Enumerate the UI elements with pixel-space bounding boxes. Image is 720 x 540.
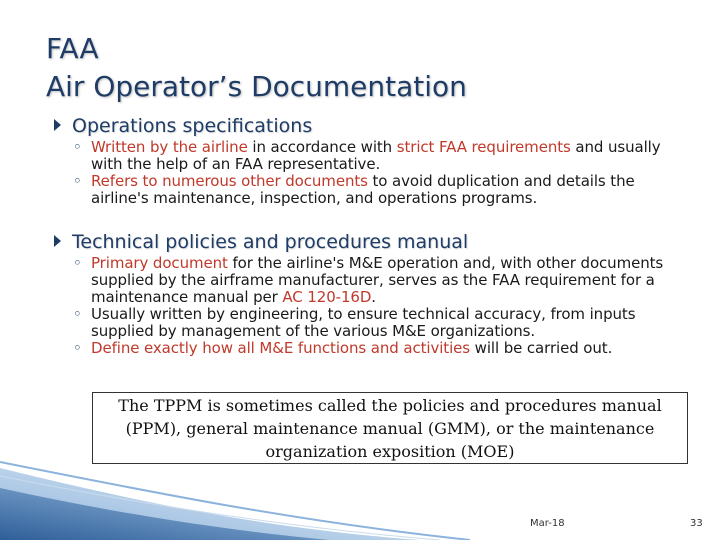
- body-text: will be carried out.: [469, 339, 613, 357]
- section-title: Technical policies and procedures manual: [72, 231, 469, 253]
- sub-bullet-item: [72, 255, 692, 306]
- highlighted-text: Refers to numerous other documents: [91, 172, 368, 190]
- highlighted-text: Define exactly how all M&E functions and activities: [91, 339, 470, 357]
- body-text: and usually with the help of an FAA representative.: [91, 138, 661, 173]
- section-title: Operations specifications: [72, 115, 313, 137]
- highlighted-text: AC 120-16D: [282, 288, 372, 306]
- footer-date: Mar-18: [530, 518, 565, 529]
- body-text: in accordance with: [247, 138, 397, 156]
- slide-content: [52, 115, 692, 357]
- body-text: to avoid duplication and details the airline's maintenance, inspection, and operations programs.: [91, 172, 635, 207]
- sub-bullet-item: [72, 139, 692, 173]
- section-technical-policies: [52, 231, 692, 357]
- slide-title: [46, 30, 467, 106]
- hollow-circle-bullet-icon: ◦: [73, 339, 82, 357]
- body-text: Usually written by engineering, to ensure technical accuracy, from inputs supplied by management of the various M&E organizations.: [91, 305, 636, 340]
- callout-box: The TPPM is sometimes called the policies and procedures manual (PPM), general maintenance manual (GMM), or the maintenance organization exposition (MOE): [92, 392, 688, 464]
- body-text: .: [371, 288, 376, 306]
- title-line-1: FAA: [46, 32, 99, 65]
- highlighted-text: Primary document: [91, 254, 228, 272]
- sub-bullet-item: [72, 173, 692, 207]
- body-text: for the airline's M&E operation and, with other documents supplied by the airframe manufacturer, serves as the FAA requirement for a maintenance manual per: [91, 254, 664, 306]
- highlighted-text: Written by the airline: [91, 138, 248, 156]
- title-line-2: Air Operator’s Documentation: [46, 70, 467, 103]
- hollow-circle-bullet-icon: ◦: [73, 254, 82, 272]
- arrow-bullet-icon: [54, 119, 61, 131]
- sub-bullet-item: [72, 306, 692, 340]
- slide-number: 33: [690, 518, 703, 529]
- section-operations-specifications: [52, 115, 692, 207]
- sub-bullet-item: [72, 340, 692, 357]
- highlighted-text: strict FAA requirements: [396, 138, 571, 156]
- hollow-circle-bullet-icon: ◦: [73, 172, 82, 190]
- sub-bullet-list: [52, 139, 692, 207]
- sub-bullet-list: [52, 255, 692, 357]
- hollow-circle-bullet-icon: ◦: [73, 305, 82, 323]
- hollow-circle-bullet-icon: ◦: [73, 138, 82, 156]
- section-heading-row: [52, 231, 692, 253]
- arrow-bullet-icon: [54, 235, 61, 247]
- section-heading-row: [52, 115, 692, 137]
